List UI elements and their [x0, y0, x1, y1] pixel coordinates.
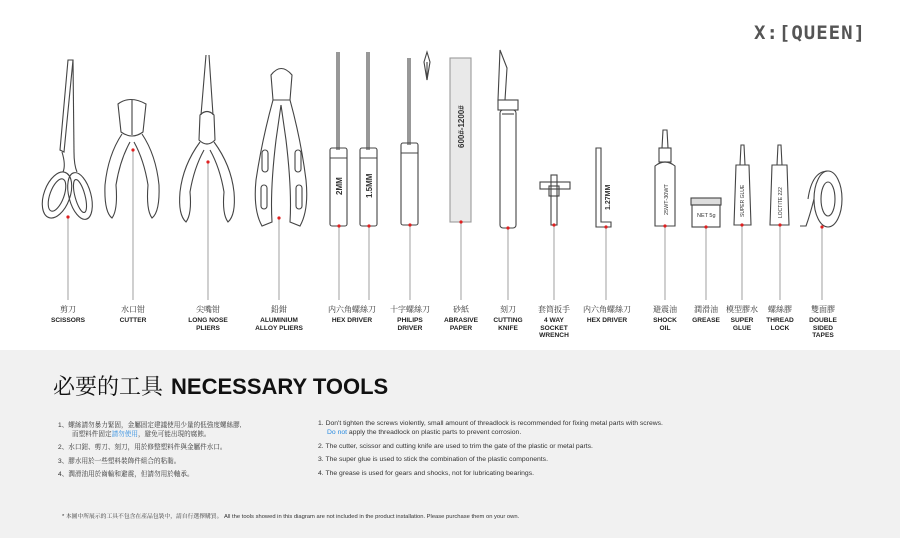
notes-english — [318, 420, 738, 484]
tool-label-abrasive-paper: 砂紙 ABRASIVE PAPER — [443, 305, 479, 332]
tool-label-aluminium-pliers: 鉛鉗 ALUMINIUM ALLOY PLIERS — [255, 305, 303, 332]
notes-chinese — [58, 422, 288, 485]
tool-label-shock-oil: 避震油 SHOCK OIL — [653, 305, 677, 332]
footnote: * 本圖中所展示的工具不包含在產品包裝中，請自行選擇購買。 All the tools showed in this diagram are not included in the product installation. Please purchase them on your own. — [62, 514, 520, 520]
necessary-tools-panel — [0, 350, 900, 538]
tool-label-hex-driver: 内六角螺絲刀 HEX DRIVER — [328, 305, 376, 324]
brand-logo: X:[QUEEN] — [754, 22, 866, 44]
hex-2mm-label: 2MM — [335, 177, 344, 195]
philips-driver-icon — [401, 52, 430, 225]
aluminium-pliers-icon — [255, 69, 307, 227]
tool-label-philips-driver: 十字螺絲刀 PHILIPS DRIVER — [390, 305, 430, 332]
note-cn-1: 1、螺絲請勿暴力緊固，金屬固定建議使用少量的低強度螺絲膠, 而塑料件固定請勿使用，避免可能出現的腐蝕。 — [58, 422, 242, 438]
tool-label-hex-driver-2: 内六角螺絲刀 HEX DRIVER — [583, 305, 631, 324]
tool-label-cutter: 水口钳 CUTTER — [119, 305, 147, 324]
note-cn-3: 3、膠水用於一些塑料裝飾件組合的粘黏。 — [58, 457, 181, 465]
super-glue-label: SUPER GLUE — [740, 184, 746, 217]
note-en-3: 3. The super glue is used to stick the combination of the plastic components. — [318, 456, 548, 464]
scissors-icon — [37, 60, 97, 222]
tool-label-socket-wrench: 套筒扳手 4 WAY SOCKET WRENCH — [538, 305, 570, 340]
shock-oil-label: 25WT-30WT — [664, 184, 670, 215]
tool-label-scissors: 剪刀 SCISSORS — [50, 305, 86, 324]
tool-label-super-glue: 模型膠水 SUPER GLUE — [726, 305, 758, 332]
double-sided-tape-icon — [800, 171, 842, 227]
cutting-knife-icon — [498, 50, 518, 228]
long-nose-pliers-icon — [180, 55, 235, 222]
thread-lock-label: LOCTITE 222 — [778, 187, 784, 218]
tool-label-grease: 潤滑油 GREASE — [692, 305, 720, 324]
note-en-1: 1. Don't tighten the screws violently, small amount of threadlock is recommended for fixing metal parts with screws. Do not apply the threadlock on plastic parts to prevent corrosion. — [318, 420, 663, 436]
note-cn-2: 2、水口鉗、剪刀、刻刀，用於修整塑料件與金屬件水口。 — [58, 444, 227, 452]
tool-label-long-nose-pliers: 尖嘴钳 LONG NOSE PLIERS — [188, 305, 228, 332]
section-title: 必要的工具 NECESSARY TOOLS — [53, 374, 389, 400]
grease-label: NET 5g — [697, 213, 716, 219]
hex-driver-icon — [330, 52, 377, 226]
tool-label-thread-lock: 螺絲膠 THREAD LOCK — [766, 305, 794, 332]
socket-wrench-icon — [540, 175, 570, 225]
abrasive-grit-label: 600#-1200# — [457, 105, 466, 148]
tool-label-double-sided-tapes: 雙面膠 DOUBLE SIDED TAPES — [809, 305, 837, 340]
note-en-4: 4. The grease is used for gears and shocks, not for lubricating bearings. — [318, 470, 534, 478]
tool-label-cutting-knife: 刻刀 CUTTING KNIFE — [493, 305, 523, 332]
hex-1-5mm-label: 1.5MM — [365, 173, 374, 198]
note-en-2: 2. The cutter, scissor and cutting knife are used to trim the gate of the plastic or metal parts. — [318, 442, 593, 450]
hex-1-27mm-label: 1.27MM — [605, 184, 612, 210]
note-cn-4: 4、潤滑油用於齒輪和避震，但請勿用於軸承。 — [58, 471, 194, 479]
cutter-icon — [105, 100, 159, 219]
